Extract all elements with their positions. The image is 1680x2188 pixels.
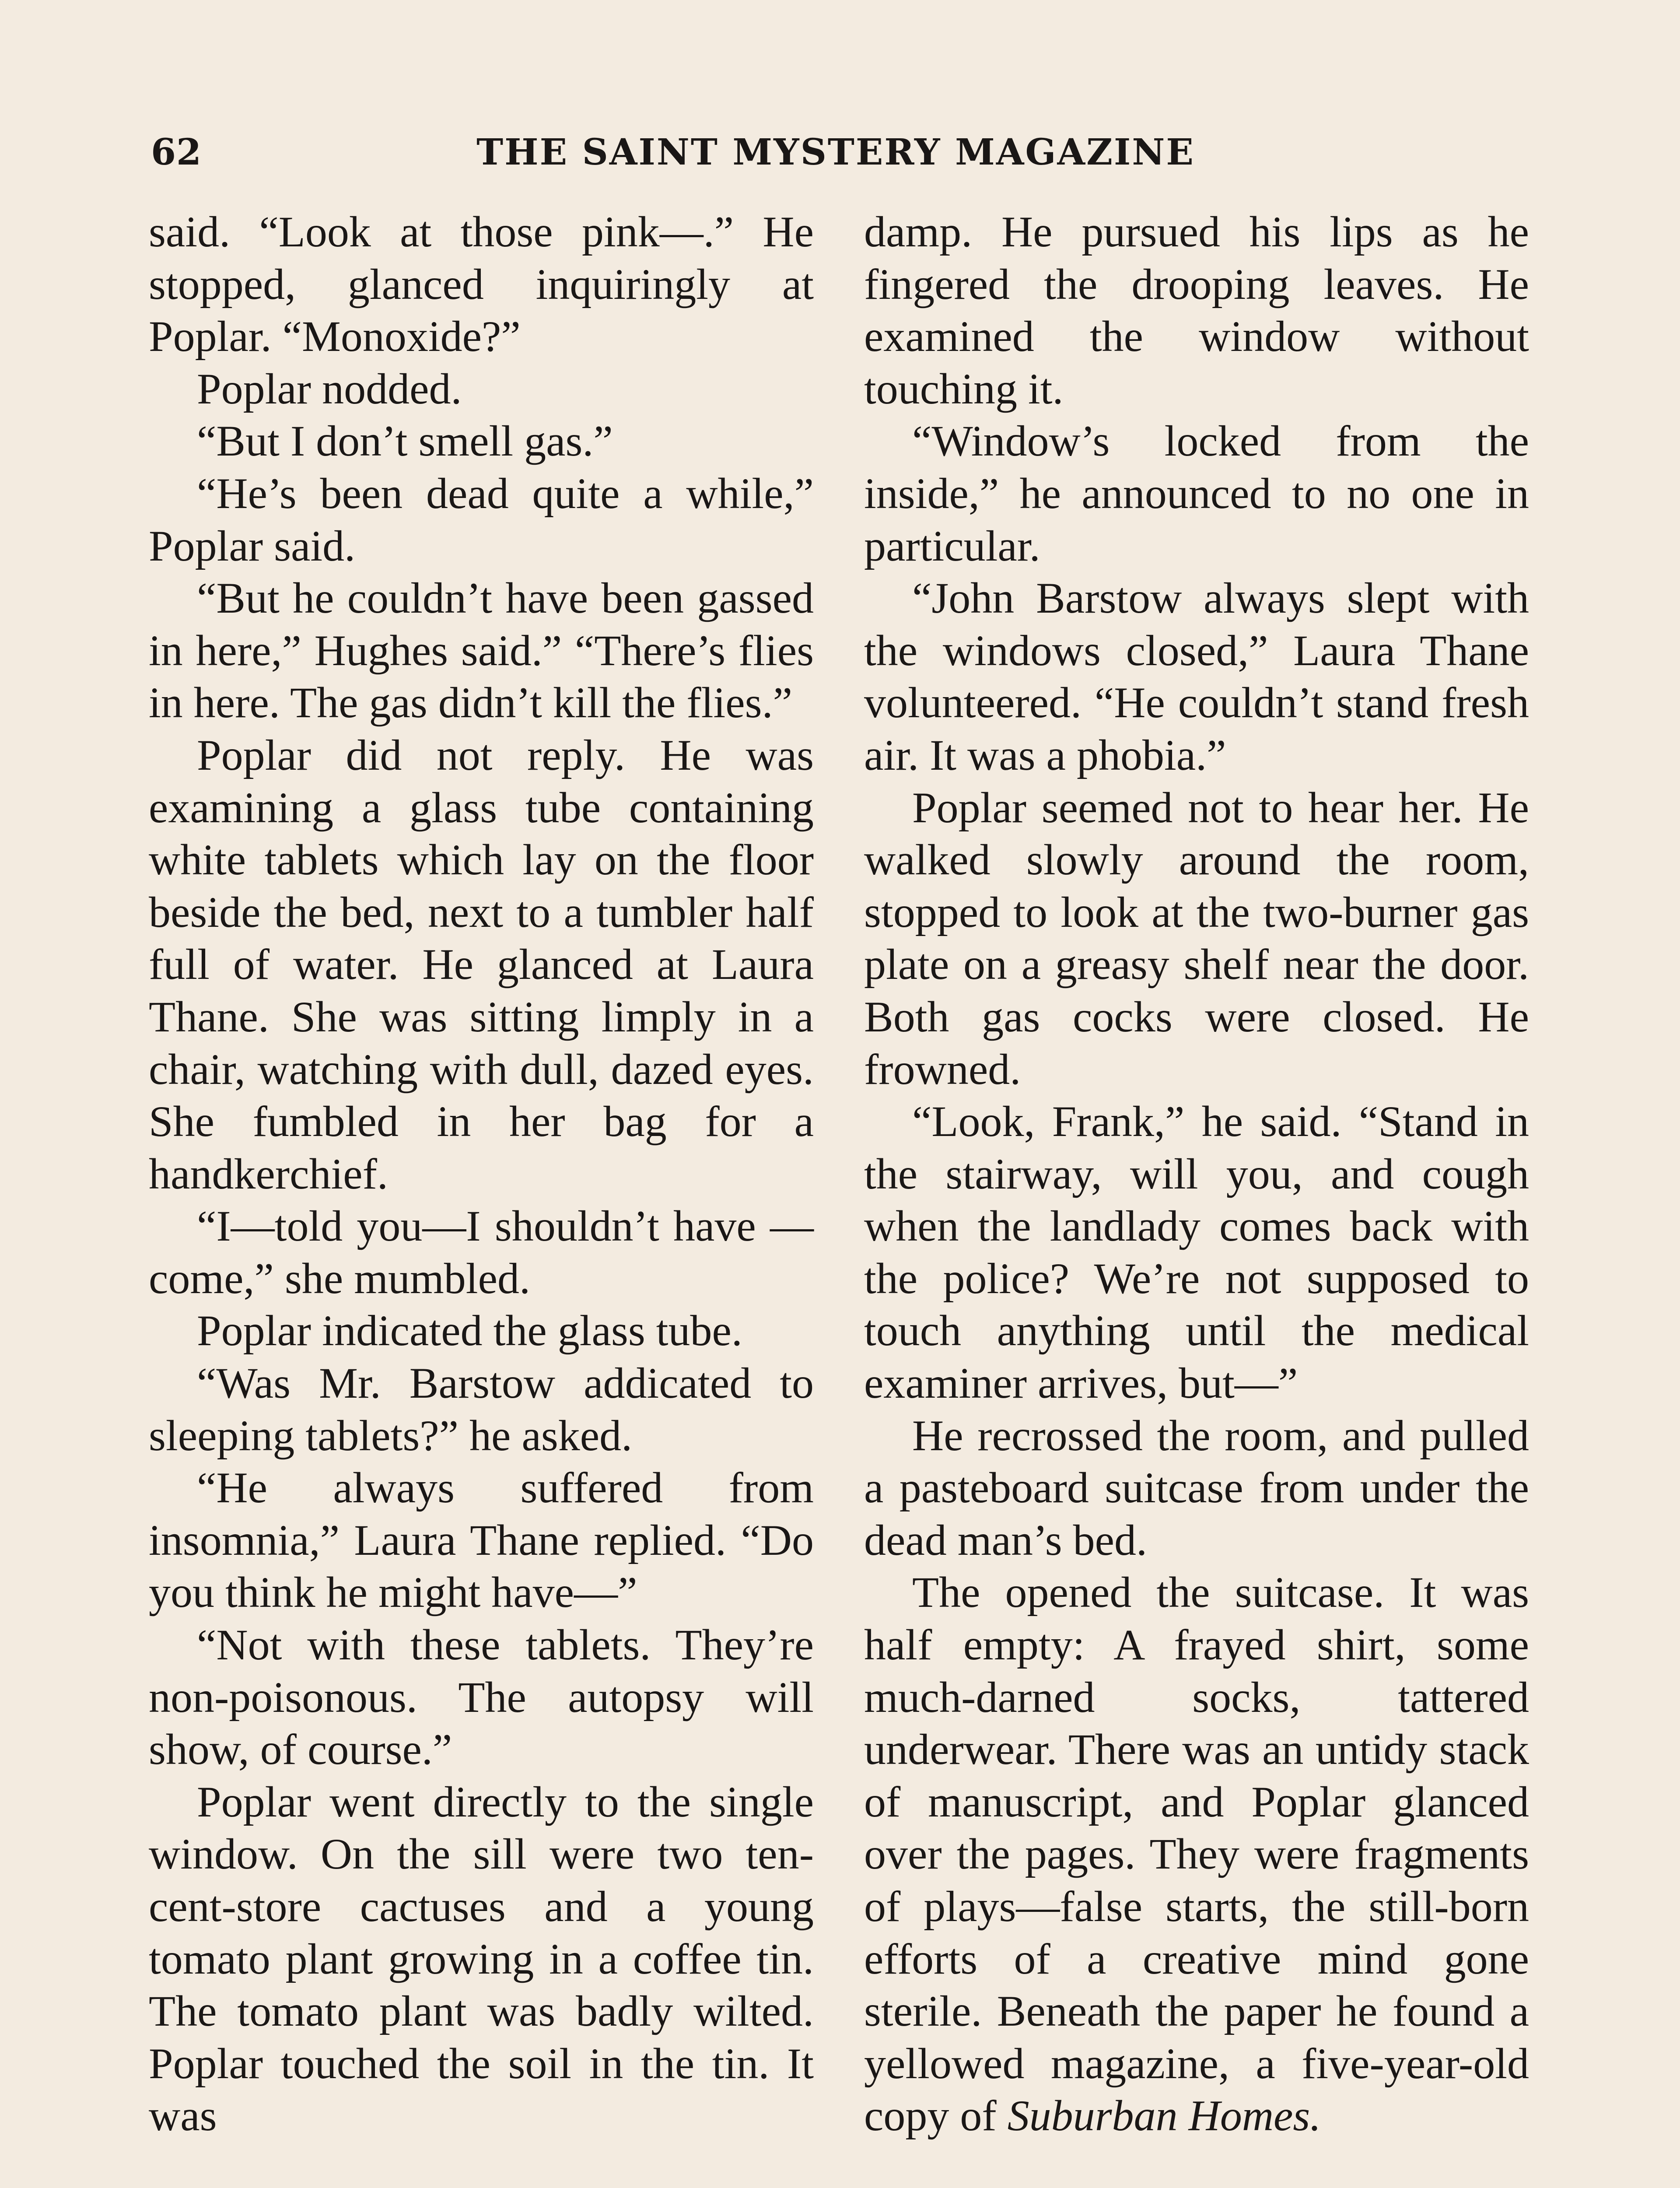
text-column-right — [864, 206, 1529, 2142]
paragraph: “Window’s locked from the inside,” he announced to no one in particular. — [864, 417, 1529, 570]
paragraph: “I—told you—I shouldn’t have —come,” she mumbled. — [149, 1202, 814, 1303]
paragraph: “He’s been dead quite a while,” Poplar said. — [149, 469, 814, 570]
paragraph: Poplar nodded. — [197, 364, 462, 413]
paragraph: Poplar went directly to the single window. On the sill were two ten-cent-store cactuses and a young tomato plant growing in a coffee tin. The tomato plant was badly wilted. Poplar touched the soil in the tin. It was — [149, 1777, 814, 2140]
running-title: THE SAINT MYSTERY MAGAZINE — [476, 131, 1195, 173]
paragraph: “Not with these tablets. They’re non-poisonous. The autopsy will show, of course.” — [149, 1620, 814, 1774]
paragraph: Poplar did not reply. He was examining a glass tube containing white tablets which lay on the floor beside the bed, next to a tumbler half full of water. He glanced at Laura Thane. She was sitting limply in a chair, watching with dull, dazed eyes. She fumbled in her bag for a handkerchief. — [149, 730, 814, 1198]
page-number: 62 — [151, 131, 202, 173]
paragraph: “John Barstow always slept with the windows closed,” Laura Thane volunteered. “He couldn’t stand fresh air. It was a phobia.” — [864, 574, 1529, 779]
paragraph: Poplar seemed not to hear her. He walked slowly around the room, stopped to look at the two-burner gas plate on a greasy shelf near the door. Both gas cocks were closed. He frowned. — [864, 783, 1529, 1094]
paragraph: “But I don’t smell gas.” — [197, 417, 613, 466]
text-column-left — [149, 206, 814, 2142]
paragraph: said. “Look at those pink—.” He stopped, glanced inquiringly at Poplar. “Monoxide?” — [149, 207, 814, 361]
paragraph: “But he couldn’t have been gassed in here,” Hughes said.” “There’s flies in here. The gas didn’t kill the flies.” — [149, 574, 814, 727]
paragraph: damp. He pursued his lips as he fingered the drooping leaves. He examined the window without touching it. — [864, 207, 1529, 413]
paragraph-final — [864, 1566, 1529, 2142]
paragraph: “Look, Frank,” he said. “Stand in the stairway, will you, and cough when the landlady comes back with the police? We’re not supposed to touch anything until the medical examiner arrives, but—” — [864, 1097, 1529, 1408]
paragraph: “Was Mr. Barstow addicated to sleeping tablets?” he asked. — [149, 1359, 814, 1460]
paragraph-text: The opened the suitcase. It was half empty: A frayed shirt, some much-darned socks, tattered underwear. There was an untidy stack of manuscript, and Poplar glanced over the pages. They were fragments of plays—false starts, the still-born efforts of a creative mind gone sterile. Beneath the paper he found a yellowed magazine, a five-year-old copy of — [864, 1568, 1529, 2140]
page-header — [151, 131, 1520, 184]
magazine-title: Suburban Homes. — [1007, 2091, 1321, 2140]
paragraph: Poplar indicated the glass tube. — [197, 1306, 742, 1355]
paragraph: “He always suffered from insomnia,” Laura Thane replied. “Do you think he might have—” — [149, 1463, 814, 1617]
paragraph: He recrossed the room, and pulled a pasteboard suitcase from under the dead man’s bed. — [864, 1411, 1529, 1564]
